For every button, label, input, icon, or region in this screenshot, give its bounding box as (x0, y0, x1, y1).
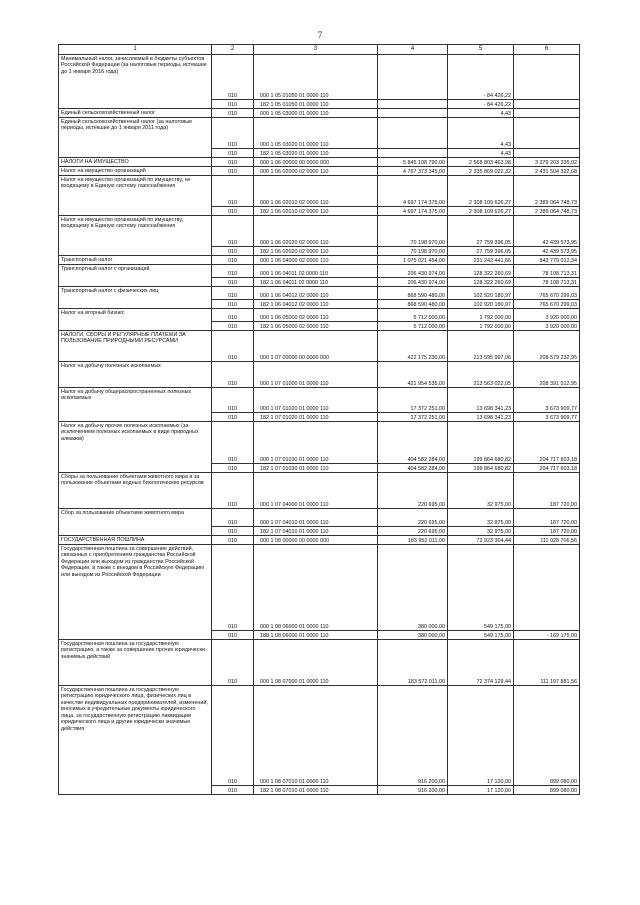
line-code-cell: 010 (212, 158, 254, 167)
budget-code-cell: 000 1 06 04000 02 0000 110 (254, 256, 378, 265)
unexecuted-amount-cell (514, 55, 580, 100)
table-row (59, 109, 580, 118)
approved-amount-cell: 422 175 230,00 (378, 331, 448, 362)
line-code-cell: 010 (212, 422, 254, 464)
row-name-cell: НАЛОГИ, СБОРЫ И РЕГУЛЯРНЫЕ ПЛАТЕЖИ ЗА ПОЛЬЗОВАНИЕ ПРИРОДНЫМИ РЕСУРСАМИ (59, 331, 212, 362)
approved-amount-cell: 70 198 970,00 (378, 247, 448, 256)
line-code-cell: 010 (212, 509, 254, 527)
table-row (59, 158, 580, 167)
line-code-cell: 010 (212, 149, 254, 158)
approved-amount-cell: 4 697 174 375,00 (378, 207, 448, 216)
line-code-cell: 010 (212, 413, 254, 422)
executed-amount-cell: 27 759 396,05 (448, 247, 514, 256)
budget-code-cell: 000 1 07 00000 00 0000 000 (254, 331, 378, 362)
line-code-cell: 010 (212, 247, 254, 256)
approved-amount-cell (378, 118, 448, 149)
approved-amount-cell: 421 954 535,00 (378, 362, 448, 388)
approved-amount-cell: 5 712 000,00 (378, 322, 448, 331)
table-row (59, 545, 580, 631)
table-row (59, 55, 580, 100)
row-name-cell: Транспортный налог с организаций (59, 265, 212, 287)
row-name-cell: Сборы за пользование объектами животного мира и за пользование объектами водных биологических ресурсов (59, 473, 212, 509)
budget-code-cell: 182 1 07 01020 01 0000 110 (254, 413, 378, 422)
unexecuted-amount-cell: 42 439 573,95 (514, 247, 580, 256)
row-name-cell: Транспортный налог с физических лиц (59, 287, 212, 309)
line-code-cell: 010 (212, 786, 254, 795)
unexecuted-amount-cell (514, 149, 580, 158)
row-name-cell: Налог на имущество организаций (59, 167, 212, 176)
table-row (59, 536, 580, 545)
executed-amount-cell: 213 563 022,05 (448, 362, 514, 388)
executed-amount-cell: 72 374 129,44 (448, 640, 514, 686)
row-name-cell: Единый сельскохозяйственный налог (59, 109, 212, 118)
unexecuted-amount-cell (514, 118, 580, 149)
executed-amount-cell: 4,43 (448, 109, 514, 118)
approved-amount-cell: 5 845 108 790,00 (378, 158, 448, 167)
unexecuted-amount-cell: 765 670 299,03 (514, 287, 580, 300)
approved-amount-cell: 4 697 174 375,00 (378, 176, 448, 207)
approved-amount-cell: 183 572 011,00 (378, 640, 448, 686)
budget-code-cell: 000 1 07 01030 01 0000 110 (254, 422, 378, 464)
unexecuted-amount-cell: 2 389 064 748,73 (514, 176, 580, 207)
line-code-cell: 010 (212, 536, 254, 545)
executed-amount-cell: 199 864 680,82 (448, 422, 514, 464)
row-name-cell: Единый сельскохозяйственный налог (за налоговые периоды, истекшие до 1 января 2011 года) (59, 118, 212, 158)
table-row (59, 265, 580, 278)
row-name-cell: Государственная пошлина за государственную регистрацию юридического лица, физических лиц в качестве индивидуальных предпринимателей, изменений, вносимых в учредительные документы юридического лица, за государственную регистрацию ликвидации юридического лица и другие юридически значимые действия (59, 686, 212, 795)
table-row (59, 118, 580, 149)
budget-code-cell: 182 1 06 02020 02 0000 110 (254, 247, 378, 256)
budget-code-cell: 000 1 07 01020 01 0000 110 (254, 388, 378, 413)
approved-amount-cell (378, 149, 448, 158)
line-code-cell: 010 (212, 331, 254, 362)
approved-amount-cell: 17 372 251,00 (378, 388, 448, 413)
budget-code-cell: 182 1 06 04012 02 0000 110 (254, 300, 378, 309)
budget-code-cell: 000 1 08 07010 01 0000 110 (254, 686, 378, 786)
approved-amount-cell: 5 712 000,00 (378, 309, 448, 322)
table-row (59, 287, 580, 300)
unexecuted-amount-cell: 78 108 713,31 (514, 265, 580, 278)
line-code-cell: 010 (212, 100, 254, 109)
line-code-cell: 010 (212, 207, 254, 216)
approved-amount-cell: 206 430 974,00 (378, 278, 448, 287)
table-row (59, 176, 580, 207)
unexecuted-amount-cell: 111 028 706,56 (514, 536, 580, 545)
approved-amount-cell: 220 695,00 (378, 527, 448, 536)
budget-code-cell: 000 1 07 04000 01 0000 110 (254, 473, 378, 509)
executed-amount-cell: 32 975,00 (448, 473, 514, 509)
approved-amount-cell: 916 200,00 (378, 686, 448, 786)
row-name-cell: Минимальный налог, зачисляемый в бюджеты субъектов Российской Федерации (за налоговые периоды, истекшие до 1 января 2016 года) (59, 55, 212, 109)
table-row (59, 256, 580, 265)
executed-amount-cell: 13 698 341,23 (448, 388, 514, 413)
approved-amount-cell: 1 075 021 454,00 (378, 256, 448, 265)
approved-amount-cell: 70 198 970,00 (378, 216, 448, 247)
unexecuted-amount-cell (514, 100, 580, 109)
table-row (59, 422, 580, 464)
executed-amount-cell: 102 920 180,97 (448, 287, 514, 300)
executed-amount-cell: 17 120,00 (448, 686, 514, 786)
approved-amount-cell: 17 372 251,00 (378, 413, 448, 422)
approved-amount-cell: 183 952 011,00 (378, 536, 448, 545)
line-code-cell: 010 (212, 176, 254, 207)
column-number-row (59, 45, 580, 55)
unexecuted-amount-cell: 204 717 603,18 (514, 464, 580, 473)
executed-amount-cell: 2 568 803 463,98 (448, 158, 514, 167)
line-code-cell: 010 (212, 118, 254, 149)
budget-code-cell: 000 1 05 03000 01 0000 110 (254, 109, 378, 118)
unexecuted-amount-cell: 187 720,00 (514, 473, 580, 509)
approved-amount-cell: 220 695,00 (378, 509, 448, 527)
budget-code-cell: 182 1 07 04010 01 0000 110 (254, 527, 378, 536)
line-code-cell: 010 (212, 265, 254, 278)
table-row (59, 167, 580, 176)
approved-amount-cell: 404 582 284,00 (378, 422, 448, 464)
line-code-cell: 010 (212, 362, 254, 388)
budget-code-cell: 000 1 06 04012 02 0000 110 (254, 287, 378, 300)
unexecuted-amount-cell: 899 080,00 (514, 686, 580, 786)
line-code-cell: 010 (212, 309, 254, 322)
approved-amount-cell: 868 590 480,00 (378, 287, 448, 300)
budget-code-cell: 000 1 06 02020 02 0000 110 (254, 216, 378, 247)
executed-amount-cell: 27 759 396,05 (448, 216, 514, 247)
executed-amount-cell: - 84 426,22 (448, 100, 514, 109)
line-code-cell: 010 (212, 278, 254, 287)
budget-code-cell: 000 1 06 04011 02 0000 110 (254, 265, 378, 278)
budget-revenue-table (58, 44, 580, 795)
column-header: 3 (254, 45, 378, 55)
budget-code-cell: 182 1 07 01030 01 0000 110 (254, 464, 378, 473)
row-name-cell: Налог на имущество организаций по имуществу, входящему в Единую систему газоснабжения (59, 216, 212, 256)
line-code-cell: 010 (212, 640, 254, 686)
row-name-cell: Государственная пошлина за совершение действий, связанных с приобретением гражданства Российской Федерации или выходом из гражданства Российской Федерации, а также с въездом в Российскую Федерацию или выездом из Российской Федерации (59, 545, 212, 640)
line-code-cell: 010 (212, 545, 254, 631)
approved-amount-cell: 380 000,00 (378, 631, 448, 640)
approved-amount-cell (378, 109, 448, 118)
unexecuted-amount-cell: 3 673 909,77 (514, 413, 580, 422)
unexecuted-amount-cell: 899 080,00 (514, 786, 580, 795)
table-row (59, 331, 580, 362)
unexecuted-amount-cell: 78 108 713,31 (514, 278, 580, 287)
executed-amount-cell: 2 335 869 022,32 (448, 167, 514, 176)
unexecuted-amount-cell: 111 197 881,56 (514, 640, 580, 686)
approved-amount-cell: 380 000,00 (378, 545, 448, 631)
row-name-cell: Налог на добычу полезных ископаемых (59, 362, 212, 388)
row-name-cell: ГОСУДАРСТВЕННАЯ ПОШЛИНА (59, 536, 212, 545)
page-number: 7 (317, 30, 323, 40)
line-code-cell: 010 (212, 287, 254, 300)
budget-code-cell: 182 1 05 03020 01 0000 110 (254, 149, 378, 158)
budget-code-cell: 000 1 06 00000 00 0000 000 (254, 158, 378, 167)
executed-amount-cell: 231 242 441,66 (448, 256, 514, 265)
approved-amount-cell: 220 695,00 (378, 473, 448, 509)
executed-amount-cell: 549 175,00 (448, 631, 514, 640)
budget-code-cell: 000 1 06 05000 02 0000 110 (254, 309, 378, 322)
approved-amount-cell: 404 582 284,00 (378, 464, 448, 473)
line-code-cell: 010 (212, 322, 254, 331)
table-row (59, 388, 580, 413)
budget-code-cell: 182 1 06 02010 02 0000 110 (254, 207, 378, 216)
line-code-cell: 010 (212, 473, 254, 509)
budget-code-cell: 000 1 06 02000 02 0000 110 (254, 167, 378, 176)
unexecuted-amount-cell: 2 389 064 748,73 (514, 207, 580, 216)
budget-code-cell: 000 1 05 03020 01 0000 110 (254, 118, 378, 149)
line-code-cell: 010 (212, 464, 254, 473)
row-name-cell: Налог на имущество организаций по имуществу, не входящему в Единую систему газоснабжения (59, 176, 212, 216)
unexecuted-amount-cell: 3 279 203 335,02 (514, 158, 580, 167)
table-row (59, 686, 580, 786)
line-code-cell: 010 (212, 167, 254, 176)
executed-amount-cell: 549 175,00 (448, 545, 514, 631)
executed-amount-cell: 4,43 (448, 149, 514, 158)
approved-amount-cell: 868 590 480,00 (378, 300, 448, 309)
executed-amount-cell: 102 920 180,97 (448, 300, 514, 309)
budget-code-cell: 000 1 07 04010 01 0000 110 (254, 509, 378, 527)
row-name-cell: Государственная пошлина за государственную регистрацию, а также за совершение прочих юридически значимых действий (59, 640, 212, 686)
table-row (59, 309, 580, 322)
budget-code-cell: 000 1 08 06000 01 0000 110 (254, 545, 378, 631)
executed-amount-cell: 199 864 680,82 (448, 464, 514, 473)
executed-amount-cell: 128 322 260,69 (448, 278, 514, 287)
table-row (59, 509, 580, 527)
unexecuted-amount-cell: 187 720,00 (514, 527, 580, 536)
table-row (59, 216, 580, 247)
unexecuted-amount-cell: 42 439 573,95 (514, 216, 580, 247)
column-header: 4 (378, 45, 448, 55)
executed-amount-cell: 1 792 000,00 (448, 309, 514, 322)
row-name-cell: Налог на добычу общераспространенных полезных ископаемых (59, 388, 212, 422)
budget-code-cell: 188 1 08 06000 01 0000 110 (254, 631, 378, 640)
line-code-cell: 010 (212, 631, 254, 640)
budget-code-cell: 182 1 06 05000 02 0000 110 (254, 322, 378, 331)
line-code-cell: 010 (212, 300, 254, 309)
budget-code-cell: 182 1 08 07010 01 0000 110 (254, 786, 378, 795)
executed-amount-cell: 2 308 109 626,27 (448, 207, 514, 216)
table-row (59, 473, 580, 509)
table-row (59, 362, 580, 388)
executed-amount-cell: 213 595 997,06 (448, 331, 514, 362)
unexecuted-amount-cell: 208 579 232,95 (514, 331, 580, 362)
executed-amount-cell: 32 975,00 (448, 527, 514, 536)
executed-amount-cell: 4,43 (448, 118, 514, 149)
executed-amount-cell: 2 308 109 626,27 (448, 176, 514, 207)
row-name-cell: НАЛОГИ НА ИМУЩЕСТВО (59, 158, 212, 167)
row-name-cell: Сбор за пользование объектами животного мира (59, 509, 212, 536)
unexecuted-amount-cell: 187 720,00 (514, 509, 580, 527)
executed-amount-cell: 128 322 260,69 (448, 265, 514, 278)
unexecuted-amount-cell: 204 717 603,18 (514, 422, 580, 464)
unexecuted-amount-cell: 765 670 299,03 (514, 300, 580, 309)
unexecuted-amount-cell (514, 545, 580, 631)
approved-amount-cell (378, 55, 448, 100)
line-code-cell: 010 (212, 256, 254, 265)
budget-code-cell: 000 1 08 07000 01 0000 110 (254, 640, 378, 686)
budget-code-cell: 182 1 06 04011 02 0000 110 (254, 278, 378, 287)
budget-code-cell: 182 1 05 01050 01 0000 110 (254, 100, 378, 109)
column-header: 2 (212, 45, 254, 55)
unexecuted-amount-cell: - 169 175,00 (514, 631, 580, 640)
budget-code-cell: 000 1 05 01050 01 0000 110 (254, 55, 378, 100)
table-row (59, 640, 580, 686)
row-name-cell: Транспортный налог (59, 256, 212, 265)
executed-amount-cell: 13 698 341,23 (448, 413, 514, 422)
line-code-cell: 010 (212, 388, 254, 413)
unexecuted-amount-cell: 3 920 000,00 (514, 309, 580, 322)
budget-code-cell: 000 1 07 01000 01 0000 110 (254, 362, 378, 388)
column-header: 5 (448, 45, 514, 55)
approved-amount-cell: 916 200,00 (378, 786, 448, 795)
budget-code-cell: 000 1 06 02010 02 0000 110 (254, 176, 378, 207)
column-header: 1 (59, 45, 212, 55)
executed-amount-cell: 32 975,00 (448, 509, 514, 527)
executed-amount-cell: 72 923 304,44 (448, 536, 514, 545)
executed-amount-cell: 17 120,00 (448, 786, 514, 795)
unexecuted-amount-cell: 208 391 512,95 (514, 362, 580, 388)
line-code-cell: 010 (212, 216, 254, 247)
unexecuted-amount-cell: 3 673 909,77 (514, 388, 580, 413)
column-header: 6 (514, 45, 580, 55)
row-name-cell: Налог на добычу прочих полезных ископаемых (за исключением полезных ископаемых в виде природных алмазов) (59, 422, 212, 473)
unexecuted-amount-cell: 2 431 504 322,68 (514, 167, 580, 176)
unexecuted-amount-cell: 843 779 012,34 (514, 256, 580, 265)
line-code-cell: 010 (212, 686, 254, 786)
row-name-cell: Налог на игорный бизнес (59, 309, 212, 331)
executed-amount-cell: - 84 426,22 (448, 55, 514, 100)
executed-amount-cell: 1 792 000,00 (448, 322, 514, 331)
unexecuted-amount-cell (514, 109, 580, 118)
line-code-cell: 010 (212, 55, 254, 100)
approved-amount-cell (378, 100, 448, 109)
unexecuted-amount-cell: 3 920 000,00 (514, 322, 580, 331)
line-code-cell: 010 (212, 527, 254, 536)
line-code-cell: 010 (212, 109, 254, 118)
approved-amount-cell: 206 430 974,00 (378, 265, 448, 278)
budget-code-cell: 000 1 08 00000 00 0000 000 (254, 536, 378, 545)
approved-amount-cell: 4 767 373 345,00 (378, 167, 448, 176)
